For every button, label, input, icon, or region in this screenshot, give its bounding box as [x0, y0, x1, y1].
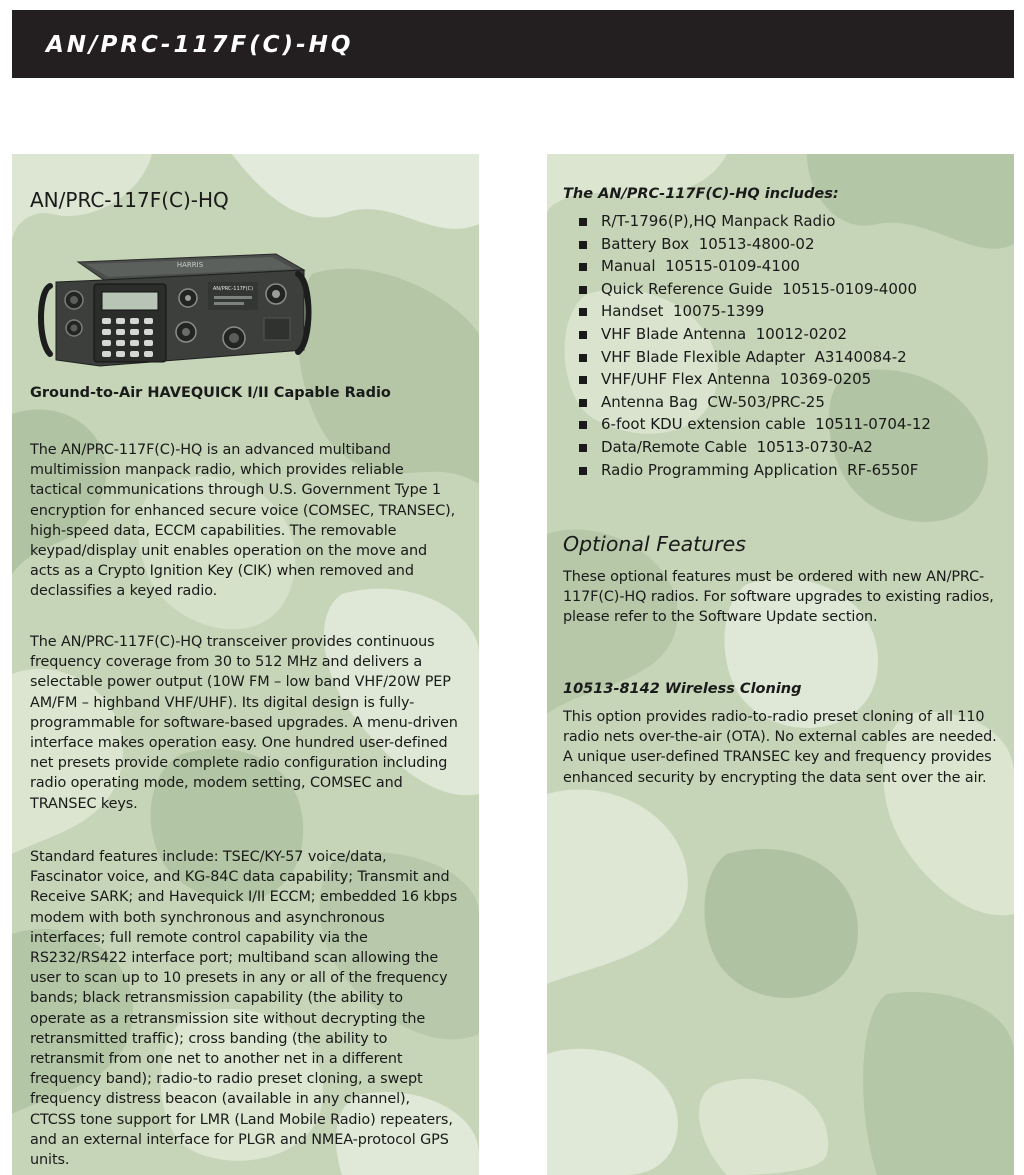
brand-label: HARRIS [176, 261, 204, 269]
includes-item-part-number: A3140084-2 [814, 347, 907, 366]
includes-item-name: Data/Remote Cable [601, 437, 748, 456]
includes-item-name: VHF Blade Flexible Adapter [601, 347, 806, 366]
includes-item [563, 391, 1003, 414]
includes-item [563, 233, 1003, 256]
includes-item-part-number: CW-503/PRC-25 [707, 392, 825, 411]
model-label: AN/PRC-117F(C) [212, 286, 254, 292]
description-paragraph-2: The AN/PRC-117F(C)-HQ transceiver provides continuous frequency coverage from 30 to 512 MHz and delivers a selectable power output (10W FM – low band VHF/20W PEP AM/FM – highband VHF/UHF). Its digital design is fully-programmable for software-based upgrades. A menu-driven interface makes operation easy. One hundred user-defined net presets provide complete radio configuration including radio operating mode, modem setting, COMSEC and TRANSEC keys. [30, 634, 458, 812]
includes-item [563, 413, 1003, 436]
square-bullet-icon [579, 263, 587, 271]
square-bullet-icon [579, 218, 587, 226]
includes-item-name: VHF/UHF Flex Antenna [601, 370, 771, 389]
square-bullet-icon [579, 444, 587, 452]
includes-item-name: VHF Blade Antenna [601, 324, 747, 343]
includes-item-name: 6-foot KDU extension cable [601, 415, 806, 434]
includes-item [563, 459, 1003, 482]
square-bullet-icon [579, 467, 587, 475]
right-content [547, 154, 1014, 1175]
square-bullet-icon [579, 241, 587, 249]
includes-item-part-number: 10012-0202 [755, 324, 848, 343]
header-bar [12, 10, 1014, 78]
square-bullet-icon [579, 286, 587, 294]
includes-item [563, 300, 1003, 323]
wireless-cloning-text: This option provides radio-to-radio preset cloning of all 110 radio nets over-the-air (OTA). No external cables are needed. A unique user-defined TRANSEC key and frequency provides enhanced security by encrypting the data sent over the air. [563, 709, 997, 786]
includes-item-part-number: 10515-0109-4100 [665, 257, 800, 276]
includes-item-name: Manual [601, 257, 656, 276]
optional-features-text: These optional features must be ordered with new AN/PRC-117F(C)-HQ radios. For software upgrades to existing radios, please refer to the Software Update section. [563, 569, 994, 626]
subtitle: Ground-to-Air HAVEQUICK I/II Capable Radio [30, 385, 391, 401]
description-paragraph-1: The AN/PRC-117F(C)-HQ is an advanced multiband multimission manpack radio, which provides reliable tactical communications through U.S. Government Type 1 encryption for enhanced secure voice (COMSEC, TRANSEC), high-speed data, ECCM capabilities. The removable keypad/display unit enables operation on the move and acts as a Crypto Ignition Key (CIK) when removed and declassifies a keyed radio. [30, 442, 456, 600]
includes-item-name: Quick Reference Guide [601, 279, 773, 298]
header-title: AN/PRC-117F(C)-HQ [46, 32, 354, 58]
includes-item [563, 278, 1003, 301]
wireless-cloning-title: 10513-8142 Wireless Cloning [563, 681, 802, 697]
right-panel [547, 154, 1014, 1175]
includes-item [563, 368, 1003, 391]
square-bullet-icon [579, 421, 587, 429]
includes-list [563, 210, 1003, 481]
includes-item-name: Handset [601, 302, 664, 321]
includes-item [563, 436, 1003, 459]
radio-image [36, 242, 312, 372]
includes-item-name: R/T-1796(P),HQ Manpack Radio [601, 212, 836, 230]
includes-item-part-number: 10369-0205 [779, 370, 872, 389]
includes-item-name: Radio Programming Application [601, 460, 838, 479]
includes-item-part-number: 10075-1399 [672, 302, 765, 321]
left-content [12, 154, 479, 1175]
square-bullet-icon [579, 376, 587, 384]
includes-item-part-number: 10511-0704-12 [815, 415, 931, 434]
square-bullet-icon [579, 331, 587, 339]
includes-item-part-number: 10513-4800-02 [698, 234, 815, 253]
includes-title: The AN/PRC-117F(C)-HQ includes: [563, 186, 839, 202]
square-bullet-icon [579, 399, 587, 407]
includes-item [563, 346, 1003, 369]
includes-item [563, 255, 1003, 278]
includes-item-name: Antenna Bag [601, 392, 698, 411]
includes-item-name: Battery Box [601, 234, 690, 253]
square-bullet-icon [579, 308, 587, 316]
includes-item [563, 323, 1003, 346]
includes-item-part-number: 10515-0109-4000 [782, 279, 917, 298]
includes-item [563, 210, 1003, 233]
product-title: AN/PRC-117F(C)-HQ [30, 188, 229, 212]
square-bullet-icon [579, 354, 587, 362]
optional-features-title: Optional Features [563, 532, 746, 556]
includes-item-part-number: 10513-0730-A2 [756, 437, 873, 456]
left-panel [12, 154, 479, 1175]
description-paragraph-3: Standard features include: TSEC/KY-57 voice/data, Fascinator voice, and KG-84C data capability; Transmit and Receive SARK; and Havequick I/II ECCM; embedded 16 kbps modem with both synchronous and asynchronous interfaces; full remote control capability via the RS232/RS422 interface port; multiband scan allowing the user to scan up to 10 presets in any or all of the frequency bands; black retransmission capability (the ability to operate as a retransmission site without decrypting the retransmitted traffic); cross banding (the ability to retransmit from one net to another net in a different frequency band); radio-to radio preset cloning, a swept frequency distress beacon (available in any channel), CTCSS tone support for LMR (Land Mobile Radio) repeaters, and an external interface for PLGR and NMEA-protocol GPS units. [30, 849, 458, 1169]
includes-item-part-number: RF-6550F [847, 460, 919, 479]
